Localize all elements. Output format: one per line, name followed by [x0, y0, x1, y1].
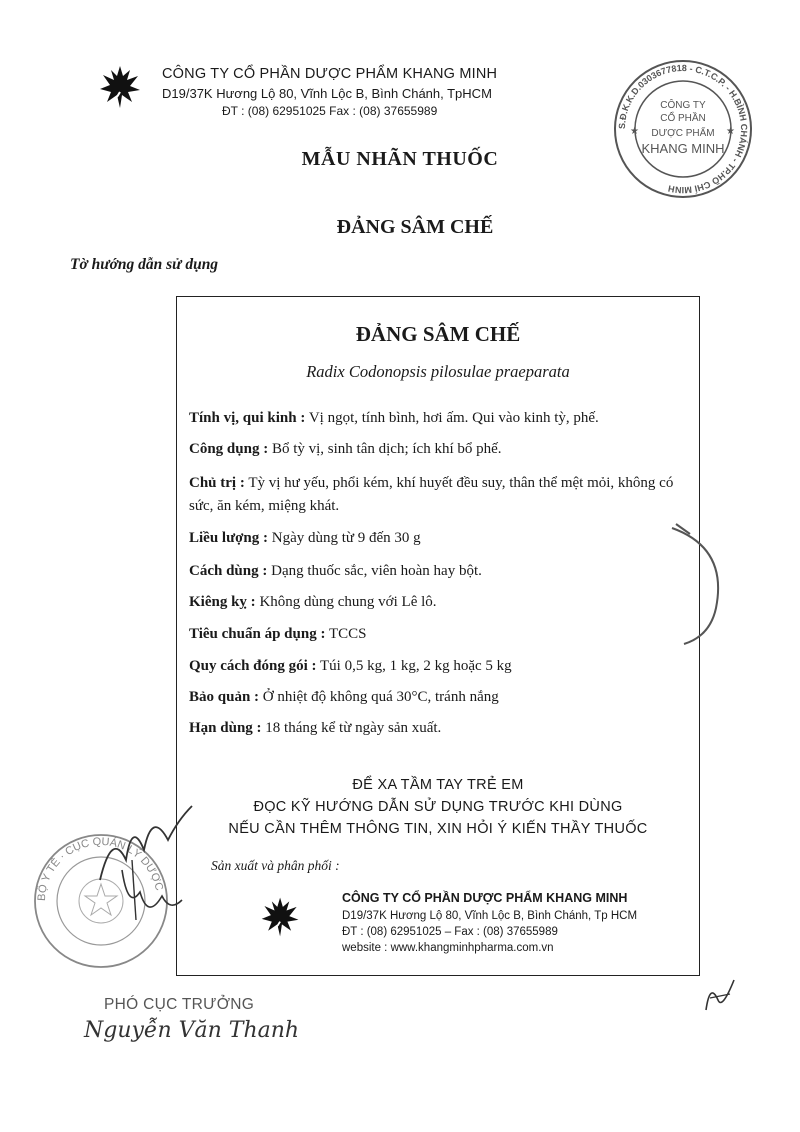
document-section-label: Tờ hướng dẫn sử dụng	[70, 256, 219, 273]
warning-children: ĐỂ XA TẦM TAY TRẺ EM	[352, 777, 524, 793]
footer-company-name: CÔNG TY CỔ PHẦN DƯỢC PHẨM KHANG MINH	[342, 891, 628, 905]
field-key: Tính vị, qui kinh :	[189, 410, 306, 426]
field-value: Vị ngọt, tính bình, hơi ấm. Qui vào kinh tỳ, phế.	[308, 410, 599, 426]
field-key: Bảo quản :	[189, 689, 260, 705]
document-title: MẪU NHÃN THUỐC	[301, 148, 499, 170]
header-phone: ĐT : (08) 62951025 Fax : (08) 37655989	[222, 104, 438, 118]
field-value: Túi 0,5 kg, 1 kg, 2 kg hoặc 5 kg	[320, 658, 512, 674]
warning-read-instructions: ĐỌC KỸ HƯỚNG DẪN SỬ DỤNG TRƯỚC KHI DÙNG	[253, 799, 623, 815]
field-dosage	[189, 527, 689, 550]
field-value: 18 tháng kể từ ngày sản xuất.	[265, 720, 442, 736]
field-storage	[189, 686, 689, 709]
initial-mark	[700, 976, 740, 1016]
label-title: ĐẢNG SÂM CHẾ	[355, 322, 521, 346]
field-taste	[189, 407, 689, 430]
field-administration	[189, 560, 689, 583]
header-company-name: CÔNG TY CỔ PHẦN DƯỢC PHẨM KHANG MINH	[162, 66, 498, 82]
warning-consult-doctor: NẾU CẦN THÊM THÔNG TIN, XIN HỎI Ý KIẾN THẦY THUỐC	[228, 821, 648, 837]
field-value: Ở nhiệt độ không quá 30°C, tránh nắng	[262, 689, 499, 705]
distribution-label: Sản xuất và phân phối :	[211, 858, 340, 873]
stamp-line-3: DƯỢC PHẨM	[651, 128, 715, 139]
stamp-line-4: KHANG MINH	[641, 141, 725, 156]
field-indications	[189, 472, 689, 518]
stamp-ring-text: S.Đ.K.K.D.0303677818 - C.T.C.P. - H.BÌNH CHÁNH - TP.HỒ CHÍ MINH	[616, 62, 750, 196]
footer-address: D19/37K Hương Lộ 80, Vĩnh Lộc B, Bình Chánh, Tp HCM	[342, 910, 638, 922]
official-title: PHÓ CỤC TRƯỞNG	[104, 996, 255, 1013]
field-packaging	[189, 655, 689, 678]
official-name: Nguyễn Văn Thanh	[84, 1018, 300, 1043]
header-address: D19/37K Hương Lộ 80, Vĩnh Lộc B, Bình Chánh, TpHCM	[162, 86, 492, 101]
label-latin-name: Radix Codonopsis pilosulae praeparata	[306, 362, 570, 381]
company-logo-icon	[96, 62, 146, 112]
field-value: TCCS	[328, 626, 367, 642]
footer-logo-icon	[258, 894, 304, 940]
field-key: Hạn dùng :	[189, 720, 262, 736]
company-stamp	[612, 58, 754, 200]
field-key: Tiêu chuẩn áp dụng :	[189, 626, 326, 642]
stamp-line-1: CÔNG TY	[660, 100, 706, 111]
svg-text:★: ★	[630, 126, 639, 137]
seal-ring-text: BỘ Y TẾ · CỤC QUẢN LÝ DƯỢC	[35, 835, 165, 902]
field-key: Kiêng kỵ :	[189, 594, 256, 610]
field-shelf-life	[189, 717, 689, 740]
footer-website-text: website : www.khangminhpharma.com.vn	[342, 942, 554, 954]
document-product-name: ĐẢNG SÂM CHẾ	[336, 216, 494, 238]
field-usage	[189, 438, 689, 461]
field-value: Tỳ vị hư yếu, phổi kém, khí huyết đều suy, thân thể mệt mỏi, không có sức, ăn kém, miệng khát.	[189, 475, 674, 514]
stamp-line-2: CỔ PHẦN	[660, 113, 706, 124]
field-standard	[189, 623, 689, 646]
field-value: Ngày dùng từ 9 đến 30 g	[271, 530, 421, 546]
svg-text:★: ★	[726, 126, 735, 137]
field-key: Chủ trị :	[189, 475, 245, 491]
partial-stamp-mark	[668, 518, 728, 648]
field-value: Dạng thuốc sắc, viên hoàn hay bột.	[271, 563, 482, 579]
field-key: Cách dùng :	[189, 563, 268, 579]
field-value: Không dùng chung với Lê lô.	[259, 594, 437, 610]
signature	[92, 800, 202, 930]
field-contraindications	[189, 591, 689, 614]
field-key: Quy cách đóng gói :	[189, 658, 317, 674]
field-key: Liều lượng :	[189, 530, 268, 546]
footer-phone: ĐT : (08) 62951025 – Fax : (08) 37655989	[342, 926, 558, 938]
field-value: Bổ tỳ vị, sinh tân dịch; ích khí bổ phế.	[271, 441, 502, 457]
footer-website	[342, 942, 554, 954]
field-key: Công dụng :	[189, 441, 269, 457]
